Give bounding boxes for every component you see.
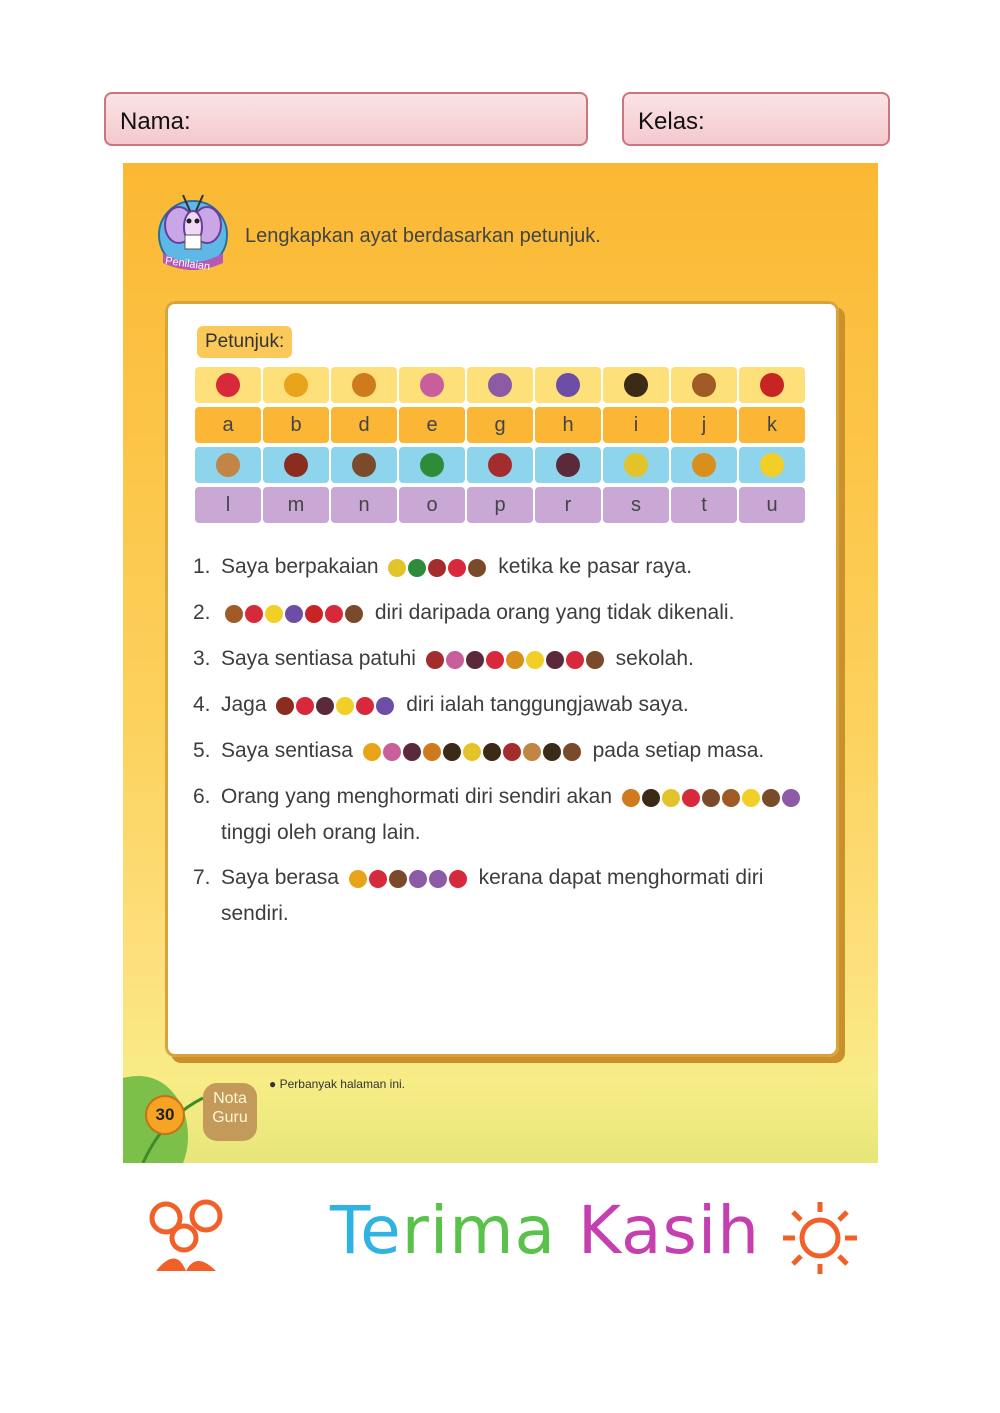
key-grid xyxy=(195,367,807,527)
key-cell xyxy=(603,447,669,483)
picture-code-icons xyxy=(276,688,396,723)
picture-code-icon xyxy=(742,789,760,807)
picture-code-icon xyxy=(408,559,426,577)
rambutan-icon xyxy=(488,453,512,477)
sentence-item xyxy=(193,860,833,931)
starfruit-icon xyxy=(624,453,648,477)
key-letter: k xyxy=(739,407,805,443)
key-cell xyxy=(399,447,465,483)
page-number: 30 xyxy=(145,1095,185,1135)
nama-label: Nama: xyxy=(120,108,191,135)
sentence-list xyxy=(193,549,833,941)
thanks-word-1a: Te xyxy=(330,1192,402,1269)
picture-code-icon xyxy=(622,789,640,807)
violet-flower-icon xyxy=(556,373,580,397)
picture-code-icon xyxy=(506,651,524,669)
picture-code-icon xyxy=(448,559,466,577)
key-letter-row-2 xyxy=(195,487,807,523)
picture-code-icon xyxy=(423,743,441,761)
picture-code-icon xyxy=(722,789,740,807)
key-cell xyxy=(195,367,261,403)
picture-code-icon xyxy=(463,743,481,761)
key-letter: j xyxy=(671,407,737,443)
nama-field[interactable] xyxy=(104,92,588,146)
picture-code-icons xyxy=(426,642,606,677)
picture-code-icon xyxy=(586,651,604,669)
picture-code-icon xyxy=(782,789,800,807)
key-letter: i xyxy=(603,407,669,443)
sentence-number: 2. xyxy=(193,600,211,624)
key-letter: p xyxy=(467,487,533,523)
sentence-number: 7. xyxy=(193,865,211,889)
key-cell xyxy=(399,367,465,403)
key-letter: a xyxy=(195,407,261,443)
key-cell xyxy=(331,447,397,483)
picture-code-icon xyxy=(428,559,446,577)
thanks-word-2: Kasih xyxy=(577,1192,761,1269)
sentence-number: 4. xyxy=(193,692,211,716)
picture-code-icon xyxy=(383,743,401,761)
picture-code-icon xyxy=(388,559,406,577)
key-cell xyxy=(467,367,533,403)
picture-code-icon xyxy=(305,605,323,623)
footer-note-text: Perbanyak halaman ini. xyxy=(279,1077,406,1091)
picture-code-icons xyxy=(622,780,802,815)
mangosteen-icon xyxy=(556,453,580,477)
picture-code-icon xyxy=(443,743,461,761)
picture-code-icon xyxy=(389,870,407,888)
picture-code-icon xyxy=(426,651,444,669)
sentence-number: 3. xyxy=(193,646,211,670)
key-letter: u xyxy=(739,487,805,523)
key-letter: o xyxy=(399,487,465,523)
key-letter: l xyxy=(195,487,261,523)
key-letter: d xyxy=(331,407,397,443)
picture-code-icons xyxy=(388,550,488,585)
kelas-label: Kelas: xyxy=(638,108,705,135)
sentence-text: Orang yang menghormati diri sendiri akan tinggi oleh orang lain. xyxy=(221,779,833,850)
flower-doodle-icon xyxy=(136,1196,236,1276)
sun-doodle-icon xyxy=(775,1198,865,1278)
picture-code-icons xyxy=(349,861,469,896)
key-icon-row-1 xyxy=(195,367,807,403)
nota-guru-label: Nota Guru xyxy=(203,1083,257,1141)
thanks-text xyxy=(330,1192,760,1269)
sentence-item xyxy=(193,733,833,769)
sentence-item xyxy=(193,595,833,631)
key-cell xyxy=(671,367,737,403)
picture-code-icon xyxy=(369,870,387,888)
picture-code-icon xyxy=(486,651,504,669)
picture-code-icon xyxy=(285,605,303,623)
kelas-field[interactable] xyxy=(622,92,890,146)
picture-code-icon xyxy=(546,651,564,669)
key-letter-row-1 xyxy=(195,407,807,443)
picture-code-icon xyxy=(449,870,467,888)
picture-code-icon xyxy=(662,789,680,807)
picture-code-icon xyxy=(466,651,484,669)
picture-code-icon xyxy=(316,697,334,715)
picture-code-icon xyxy=(762,789,780,807)
picture-code-icon xyxy=(276,697,294,715)
picture-code-icon xyxy=(563,743,581,761)
key-cell xyxy=(331,367,397,403)
picture-code-icon xyxy=(265,605,283,623)
sunflower-icon xyxy=(284,373,308,397)
key-cell xyxy=(467,447,533,483)
hibiscus-icon xyxy=(216,373,240,397)
key-icon-row-2 xyxy=(195,447,807,483)
picture-code-icon xyxy=(682,789,700,807)
ladybug-icon xyxy=(760,373,784,397)
key-cell xyxy=(263,447,329,483)
picture-code-icon xyxy=(325,605,343,623)
sentence-number: 6. xyxy=(193,784,211,808)
picture-code-icon xyxy=(245,605,263,623)
picture-code-icon xyxy=(642,789,660,807)
spider-icon xyxy=(352,453,376,477)
sentence-text: Saya berasa kerana dapat menghormati diri sendiri. xyxy=(221,860,833,931)
picture-code-icon xyxy=(429,870,447,888)
key-cell xyxy=(535,447,601,483)
picture-code-icon xyxy=(403,743,421,761)
picture-code-icon xyxy=(483,743,501,761)
banana-icon xyxy=(760,453,784,477)
worksheet xyxy=(123,163,878,1163)
key-cell xyxy=(263,367,329,403)
sentence-text: Saya sentiasa pada setiap masa. xyxy=(221,733,833,769)
key-letter: h xyxy=(535,407,601,443)
picture-code-icon xyxy=(349,870,367,888)
key-cell xyxy=(739,447,805,483)
key-cell xyxy=(535,367,601,403)
sentence-text: diri daripada orang yang tidak dikenali. xyxy=(221,595,833,631)
picture-code-icons xyxy=(363,734,583,769)
starflower-icon xyxy=(352,373,376,397)
picture-code-icon xyxy=(409,870,427,888)
key-letter: r xyxy=(535,487,601,523)
thanks-word-1b: rima xyxy=(401,1192,556,1269)
picture-code-icon xyxy=(376,697,394,715)
key-letter: m xyxy=(263,487,329,523)
pink-flower-icon xyxy=(420,373,444,397)
picture-code-icon xyxy=(296,697,314,715)
key-cell xyxy=(603,367,669,403)
badge-label: Penilaian xyxy=(164,254,211,274)
picture-code-icon xyxy=(702,789,720,807)
hint-label: Petunjuk: xyxy=(197,326,292,358)
key-letter: g xyxy=(467,407,533,443)
picture-code-icon xyxy=(468,559,486,577)
footer-note: ● Perbanyak halaman ini. xyxy=(269,1077,406,1091)
picture-code-icon xyxy=(336,697,354,715)
sentence-text: Saya berpakaian ketika ke pasar raya. xyxy=(221,549,833,585)
sentence-number: 1. xyxy=(193,555,211,578)
picture-code-icon xyxy=(225,605,243,623)
key-cell xyxy=(195,447,261,483)
picture-code-icon xyxy=(543,743,561,761)
picture-code-icon xyxy=(356,697,374,715)
key-letter: n xyxy=(331,487,397,523)
picture-code-icon xyxy=(503,743,521,761)
exercise-card xyxy=(165,301,839,1057)
sentence-item xyxy=(193,641,833,677)
picture-code-icons xyxy=(225,596,365,631)
key-cell xyxy=(739,367,805,403)
bee-icon xyxy=(624,373,648,397)
key-letter: b xyxy=(263,407,329,443)
key-cell xyxy=(671,447,737,483)
picture-code-icon xyxy=(523,743,541,761)
picture-code-icon xyxy=(526,651,544,669)
sentence-text: Jaga diri ialah tanggungjawab saya. xyxy=(221,687,833,723)
sentence-number: 5. xyxy=(193,738,211,762)
purple-flower-icon xyxy=(488,373,512,397)
picture-code-icon xyxy=(345,605,363,623)
picture-code-icon xyxy=(446,651,464,669)
key-letter: e xyxy=(399,407,465,443)
key-letter: t xyxy=(671,487,737,523)
watermelon-icon xyxy=(420,453,444,477)
pineapple-icon xyxy=(692,453,716,477)
key-letter: s xyxy=(603,487,669,523)
ant-icon xyxy=(284,453,308,477)
sentence-item xyxy=(193,687,833,723)
dragonfly-icon xyxy=(216,453,240,477)
sentence-item xyxy=(193,779,833,850)
thanks-banner xyxy=(130,1190,870,1290)
sentence-item xyxy=(193,549,833,585)
sentence-text: Saya sentiasa patuhi sekolah. xyxy=(221,641,833,677)
picture-code-icon xyxy=(363,743,381,761)
instruction-text: Lengkapkan ayat berdasarkan petunjuk. xyxy=(245,225,601,247)
picture-code-icon xyxy=(566,651,584,669)
snail-icon xyxy=(692,373,716,397)
